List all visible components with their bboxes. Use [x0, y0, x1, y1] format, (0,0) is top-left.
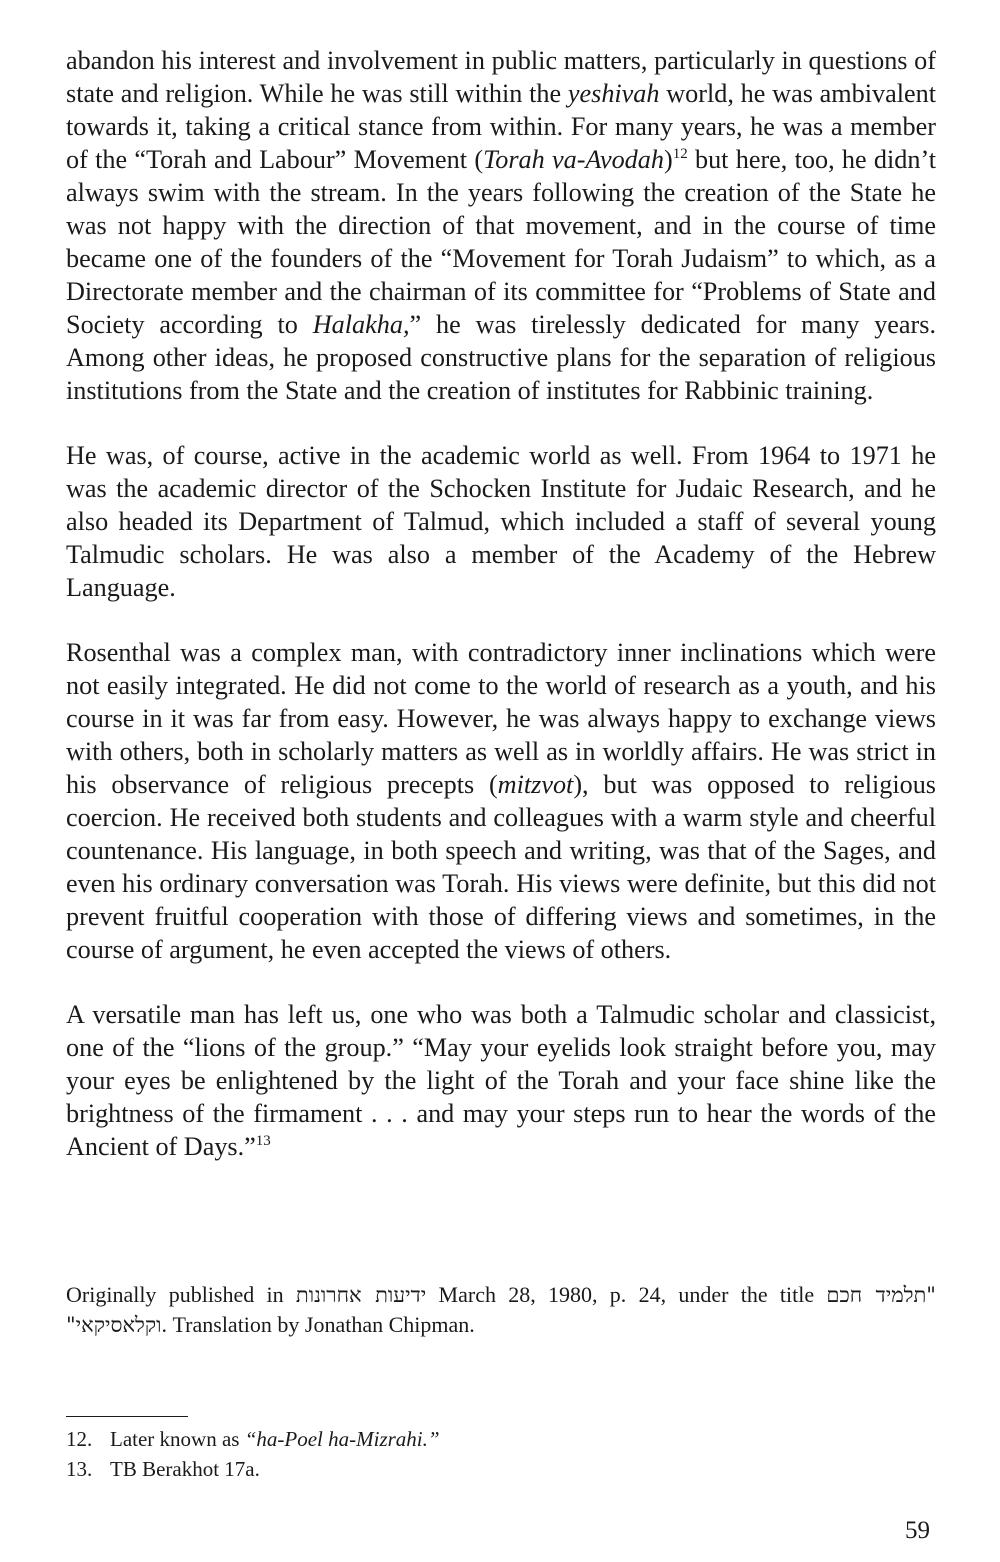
newspaper-name-hebrew: ידיעות אחרונות: [295, 1283, 427, 1307]
paragraph-4: A versatile man has left us, one who was both a Talmudic scholar and classicist, one of the “lions of the group.” “May your eyelids look straight before you, may your eyes be enlightened by the light of the Torah and your face shine like the brightness of the firmament . . . and may your steps run to hear the words of the Ancient of Days.”$^{13}$: [66, 1000, 936, 1161]
footnote-divider: [66, 1416, 188, 1417]
footnote-ref-13: 13: [255, 1133, 271, 1149]
paragraph-2: He was, of course, active in the academic world as well. From 1964 to 1971 he was the academic director of the Schocken Institute for Judaic Research, and he also headed its Department of Talmud, which included a staff of several young Talmudic scholars. He was also a member of the Academy of the Hebrew Language.: [66, 441, 936, 602]
italic-term: Torah va-Avodah: [483, 145, 664, 174]
article-title-hebrew: "תלמיד חכם וקלאסיקאי": [66, 1283, 936, 1337]
italic-term: yeshivah: [567, 79, 660, 108]
italic-term: Halakha,: [312, 310, 410, 339]
page-number: 59: [905, 1517, 930, 1544]
italic-term: mitzvot: [497, 770, 574, 799]
footnote-13: 13. TB Berakhot 17a.: [66, 1457, 260, 1481]
body-text: [66, 44, 936, 1195]
publication-note: Originally published in ידיעות אחרונות March 28, 1980, p. 24, under the title "תלמיד חכם וקלאסיקאי". Translation by Jonathan Chipman.: [66, 1282, 936, 1337]
footnotes: [66, 1424, 440, 1484]
paragraph-1: abandon his interest and involvement in public matters, particularly in questions of state and religion. While he was still within the yeshivah world, he was ambivalent towards it, taking a critical stance from within. For many years, he was a member of the “Torah and Labour” Movement (Torah va-Avodah)$^{12}$ but here, too, he didn’t always swim with the stream. In the years following the creation of the State he was not happy with the direction of that movement, and in the course of time became one of the founders of the “Movement for Torah Judaism” to which, as a Directorate member and the chairman of its committee for “Problems of State and Society according to Halakha,” he was tirelessly dedicated for many years. Among other ideas, he proposed constructive plans for the separation of religious institutions from the State and the creation of institutes for Rabbinic training.: [66, 46, 937, 405]
footnote-ref-12: 12: [672, 146, 688, 162]
footnote-12: 12. Later known as “ha-Poel ha-Mizrahi.”: [66, 1427, 440, 1451]
paragraph-3: Rosenthal was a complex man, with contradictory inner inclinations which were not easily integrated. He did not come to the world of research as a youth, and his course in it was far from easy. However, he was always happy to exchange views with others, both in scholarly matters as well as in worldly affairs. He was strict in his observance of religious precepts (mitzvot), but was opposed to religious coercion. He received both students and colleagues with a warm style and cheerful countenance. His language, in both speech and writing, was that of the Sages, and even his ordinary conversation was Torah. His views were definite, but this did not prevent fruitful cooperation with those of differing views and sometimes, in the course of argument, he even accepted the views of others.: [66, 638, 936, 964]
